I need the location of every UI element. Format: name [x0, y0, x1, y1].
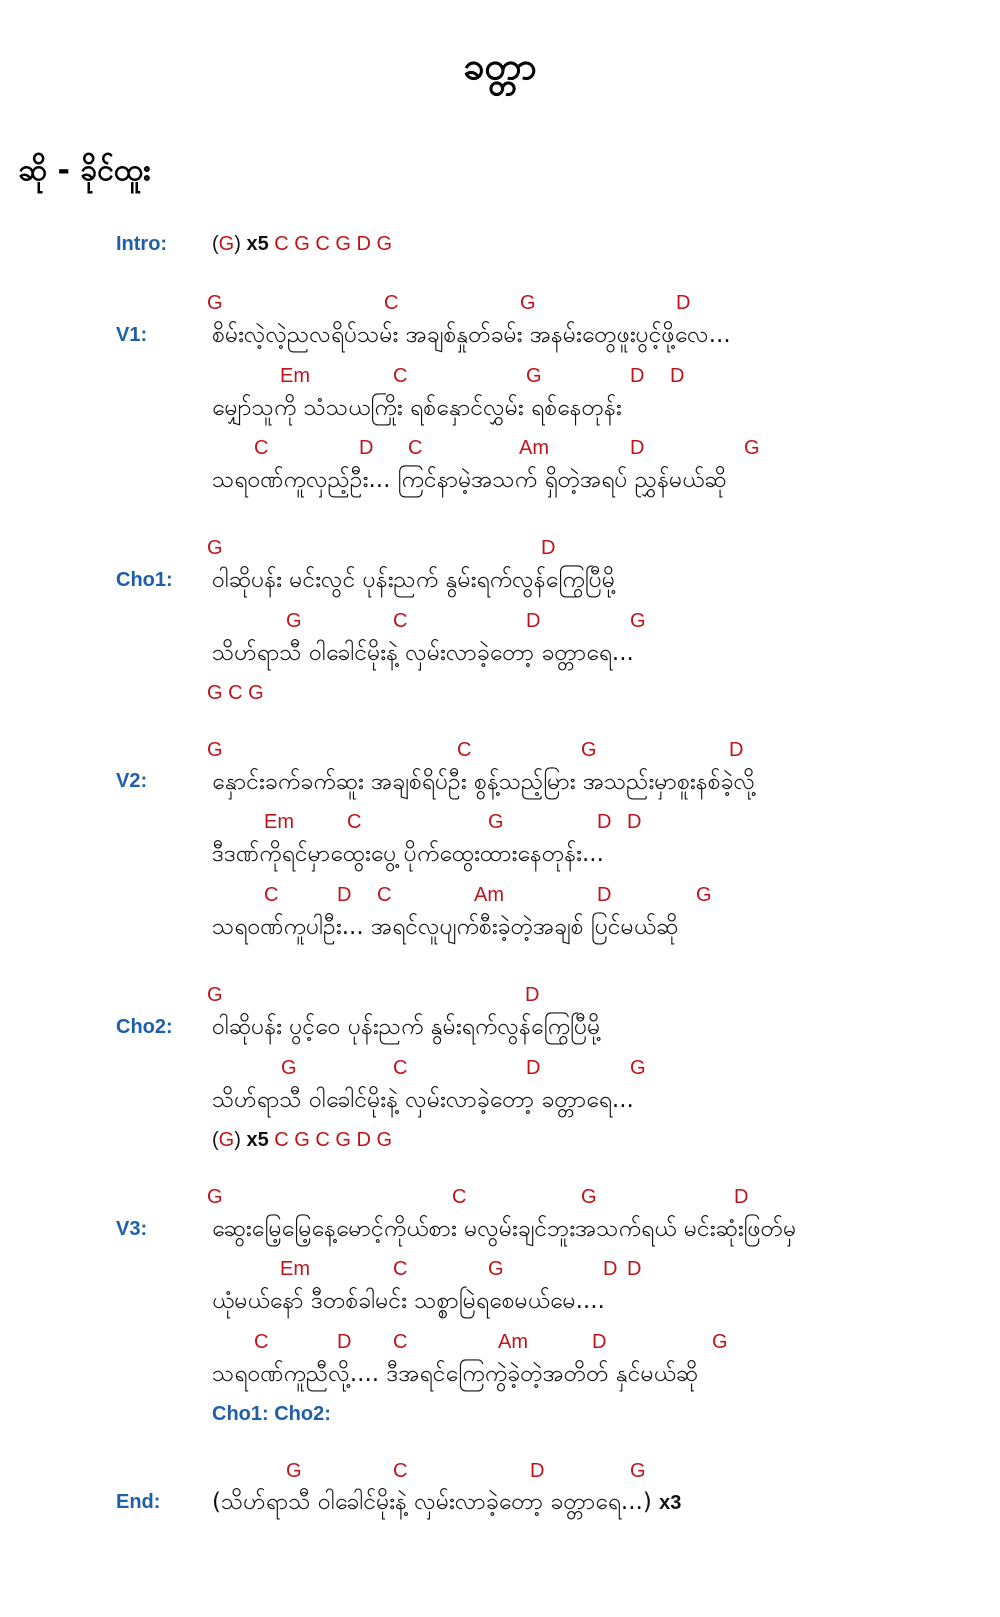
chord: D — [627, 1258, 642, 1280]
chord: D — [603, 1258, 618, 1280]
chord: G — [207, 292, 223, 314]
chord: G — [286, 1460, 302, 1482]
lyric-line: သိဟ်ရာသီ ဝါခေါင်မိုးနဲ့ လှမ်းလာခဲ့တော့ ခတ္တာရေ... — [212, 1087, 634, 1113]
chord: G — [630, 1460, 646, 1482]
chord: G — [286, 610, 302, 632]
chord: C — [393, 1057, 408, 1079]
chord: G — [630, 610, 646, 632]
chord: D — [526, 610, 541, 632]
chord: C — [452, 1186, 467, 1208]
end-lyric-line — [212, 1487, 681, 1521]
chord: D — [525, 984, 540, 1006]
chord: C — [408, 437, 423, 459]
intro-chords: C G C G D G — [274, 233, 393, 255]
chord: Am — [519, 437, 549, 459]
chord: D — [627, 811, 642, 833]
paren-open: ( — [212, 1129, 219, 1151]
chord: G — [488, 811, 504, 833]
chord: C — [393, 610, 408, 632]
lyric-line: ယုံမယ်နော် ဒီတစ်ခါမင်း သစ္စာမြဲရစေမယ်မေ.... — [212, 1288, 605, 1314]
chord: C — [384, 292, 399, 314]
chord: Em — [264, 811, 294, 833]
paren-open: ( — [212, 233, 219, 255]
tail-chords: C G C G D G — [274, 1129, 393, 1151]
lyric-line: သရဝဏ်ကူညီလို့.... ဒီအရင်ကြေကွဲခဲ့တဲ့အတိတ် နှင်မယ်ဆို — [212, 1361, 699, 1387]
chord: D — [630, 365, 645, 387]
section-label-v3: V3: — [116, 1218, 148, 1240]
chord: C — [393, 1258, 408, 1280]
chord: G — [696, 884, 712, 906]
chord: G — [520, 292, 536, 314]
tail-g-chord: G — [218, 1129, 235, 1151]
chord: D — [337, 1331, 352, 1353]
lyric-line: သိဟ်ရာသီ ဝါခေါင်မိုးနဲ့ လှမ်းလာခဲ့တော့ ခတ္တာရေ... — [212, 640, 634, 666]
chord: C — [254, 1331, 269, 1353]
chord: G — [526, 365, 542, 387]
lyric-line: ဒီဒဏ်ကိုရင်မှာထွေးပွေ့ ပိုက်ထွေးထားနေတုန်း... — [212, 841, 604, 867]
chord: D — [597, 811, 612, 833]
song-title: ခတ္တာ — [463, 44, 537, 88]
chord: Em — [280, 365, 310, 387]
chord: G — [630, 1057, 646, 1079]
chord: G — [207, 537, 223, 559]
chord: D — [734, 1186, 749, 1208]
section-label-intro: Intro: — [116, 233, 168, 255]
chord: D — [526, 1057, 541, 1079]
chord: D — [670, 365, 685, 387]
section-label-cho2: Cho2: — [116, 1016, 173, 1038]
chord-tail: G C G — [207, 682, 264, 704]
chord: G — [488, 1258, 504, 1280]
chord: D — [630, 437, 645, 459]
chord: D — [597, 884, 612, 906]
lyric-line: မျှော်သူကို သံသယကြိုး ရစ်နှောင်လွှမ်း ရစ်နေတုန်း — [212, 395, 622, 421]
chord: D — [592, 1331, 607, 1353]
chord: C — [377, 884, 392, 906]
lyric-line: သရဝဏ်ကူပါဦး... အရင်လူပျက်စီးခဲ့တဲ့အချစ် ပြင်မယ်ဆို — [212, 914, 679, 940]
chord: C — [393, 1460, 408, 1482]
chord: C — [264, 884, 279, 906]
lyric-line: ဝါဆိုပန်း ပွင့်ဝေ ပုန်းညက် နွမ်းရက်လွန်ကြွေပြီမို့ — [212, 1014, 601, 1040]
chord: D — [676, 292, 691, 314]
repeat-count: x5 — [246, 233, 269, 255]
singer-credit: ဆို - ခိုင်ထူး — [18, 153, 151, 188]
chord: D — [359, 437, 374, 459]
chord: Am — [474, 884, 504, 906]
lyric-line: သရဝဏ်ကူလှည့်ဦး... ကြင်နာမဲ့အသက် ရှိတဲ့အရပ် ညွှန်မယ်ဆို — [212, 467, 727, 493]
lyric-line: ဝါဆိုပန်း မင်းလွင် ပုန်းညက် နွမ်းရက်လွန်ကြွေပြီမို့ — [212, 567, 616, 593]
intro-chord-line — [212, 233, 392, 256]
repeat-count: x5 — [246, 1129, 269, 1151]
chord: G — [207, 1186, 223, 1208]
chord: Am — [498, 1331, 528, 1353]
chord: D — [729, 739, 744, 761]
chord: G — [207, 739, 223, 761]
chord: D — [337, 884, 352, 906]
chord: G — [581, 1186, 597, 1208]
section-label-cho1: Cho1: — [116, 569, 173, 591]
chord: C — [347, 811, 362, 833]
chord: C — [393, 1331, 408, 1353]
chord: D — [541, 537, 556, 559]
lyric-line: ဆွေးမြေ့မြေ့နေ့မောင့်ကိုယ်စား မလွမ်းချင်ဘူးအသက်ရယ် မင်းဆုံးဖြတ်မှ — [212, 1216, 797, 1242]
lyric-line: နှောင်းခက်ခက်ဆူး အချစ်ရိပ်ဦး စွန့်သည့်မြား အသည်းမှာစူးနစ်ခဲ့လို့ — [212, 769, 756, 795]
chord: D — [530, 1460, 545, 1482]
section-label-v2: V2: — [116, 770, 148, 792]
chord: G — [281, 1057, 297, 1079]
section-label-v1: V1: — [116, 324, 148, 346]
chord: C — [457, 739, 472, 761]
chord: G — [744, 437, 760, 459]
cho2-tail-chord-line — [212, 1129, 392, 1152]
repeat-count: x3 — [659, 1492, 682, 1514]
lyric-line: စိမ်းလဲ့လဲ့ညလရိပ်သမ်း အချစ်နှုတ်ခမ်း အနမ်းတွေဖူးပွင့်ဖို့လေ... — [212, 322, 731, 348]
lyric-text: (သိဟ်ရာသီ ဝါခေါင်မိုးနဲ့ လှမ်းလာခဲ့တော့ ခတ္တာရေ...) — [212, 1489, 652, 1515]
chord: G — [712, 1331, 728, 1353]
chord: Em — [280, 1258, 310, 1280]
chord: C — [393, 365, 408, 387]
chord: C — [254, 437, 269, 459]
paren-close: ) — [234, 1129, 241, 1151]
chorus-reference: Cho1: Cho2: — [212, 1403, 331, 1425]
section-label-end: End: — [116, 1491, 161, 1513]
intro-g-chord: G — [218, 233, 235, 255]
paren-close: ) — [234, 233, 241, 255]
chord: G — [581, 739, 597, 761]
chord: G — [207, 984, 223, 1006]
